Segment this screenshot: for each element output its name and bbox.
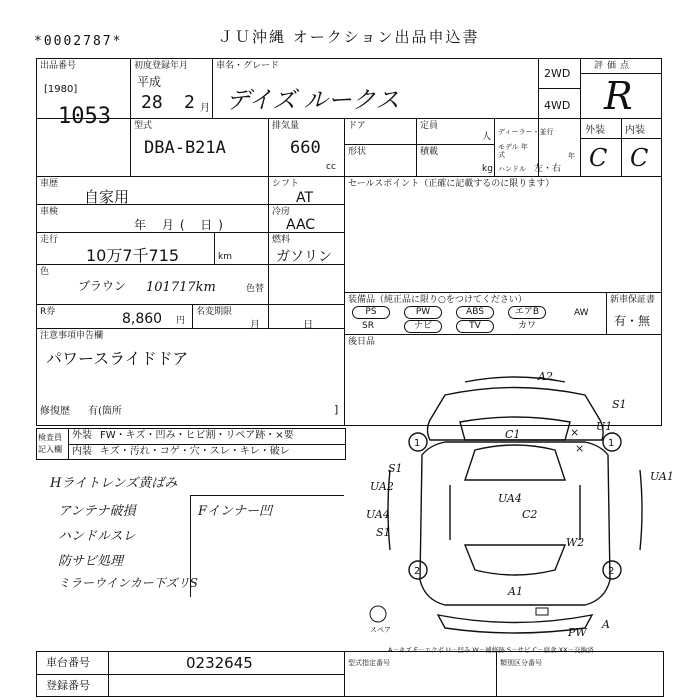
handwritten-note-5: ミラーウインカー下ズリS — [58, 576, 198, 590]
displacement-label: 排気量 — [272, 121, 300, 131]
color-label: 色 — [40, 267, 50, 277]
interior-rating: C — [630, 144, 649, 172]
mark-a2: A2 — [538, 370, 553, 383]
recycle-label: R券 — [40, 307, 56, 317]
mileage-unit: km — [218, 252, 232, 262]
drive-4wd: 4WD — [544, 99, 571, 112]
shape-label: 形状 — [348, 147, 367, 157]
notes-content: パワースライドドア — [46, 349, 189, 368]
exterior-rating-label: 外装 — [585, 125, 605, 136]
registration-month-unit: 月 — [200, 103, 210, 114]
mileage-note: 101717km — [146, 280, 216, 295]
recycle-value: 8,860 — [122, 311, 163, 327]
mark-u1: U1 — [596, 420, 613, 433]
fuel-value: ガソリン — [276, 249, 332, 265]
inspector-exterior-label: 外装 — [72, 430, 92, 441]
model-designation-label: 型式指定番号 — [348, 659, 390, 667]
mark-c2: C2 — [522, 508, 538, 521]
equip-leather: カワ — [518, 321, 537, 331]
equip-ps: PS — [352, 306, 390, 319]
chassis-label: 車台番号 — [46, 656, 90, 669]
capacity-unit: 人 — [482, 132, 492, 142]
exterior-rating: C — [589, 144, 608, 172]
repair-label: 修復歴 — [40, 406, 70, 417]
usage-label: 車歴 — [40, 179, 59, 189]
inspection-value: 年 月( 日) — [134, 218, 229, 232]
interior-rating-label: 内装 — [625, 125, 645, 136]
mark-ua1: UA1 — [650, 470, 674, 483]
mark-c1: C1 — [505, 428, 521, 441]
drive-2wd: 2WD — [544, 67, 571, 80]
sales-points-label: セールスポイント（正確に記載するのに限ります） — [348, 179, 555, 189]
repair-value: 有(箇所 — [88, 406, 122, 417]
fuel-label: 燃料 — [272, 235, 291, 245]
inspection-label: 車検 — [40, 207, 59, 217]
load-label: 積載 — [420, 147, 439, 157]
mark-w2: W2 — [566, 536, 585, 549]
warranty-label: 新車保証書 — [610, 295, 656, 305]
later-items-label: 後日品 — [348, 337, 376, 347]
displacement-value: 660 — [290, 138, 321, 158]
equip-navi: ナビ — [404, 320, 442, 333]
inspector-interior-label: 内装 — [72, 446, 92, 457]
color-change-label: 色替 — [246, 284, 265, 294]
spare-label: スペア — [370, 626, 391, 634]
svg-text:2: 2 — [414, 566, 421, 577]
model-year-unit: 年 — [568, 152, 575, 160]
registration-year: 28 — [141, 92, 163, 113]
handwritten-note-1: Hライトレンズ黄ばみ — [50, 476, 178, 491]
car-damage-diagram — [350, 360, 680, 640]
inspector-label: 検査員 記入欄 — [38, 433, 62, 454]
damage-legend: A－キズ E－エクボ U－凹み W－補修跡 S－サビ C－腐食 XX－交換済 — [388, 646, 594, 654]
mark-a1: A1 — [508, 585, 523, 598]
mark-ua4-left: UA4 — [366, 508, 390, 521]
model-value: DBA-B21A — [144, 138, 226, 158]
registration-number-label: 登録番号 — [46, 679, 90, 692]
rating-label: 評価点 — [594, 61, 634, 71]
handle-value: 左・右 — [534, 164, 562, 174]
svg-text:2: 2 — [608, 566, 615, 577]
name-change-value: 月 日 — [250, 320, 334, 331]
vehicle-name-label: 車名・グレード — [216, 61, 280, 71]
vehicle-name: デイズ ルークス — [226, 86, 400, 114]
equipment-label: 装備品（純正品に限り○をつけてください） — [348, 295, 527, 305]
equip-sr: SR — [362, 321, 374, 331]
warranty-value: 有・無 — [614, 314, 651, 328]
lot-code: [1980] — [44, 84, 78, 95]
load-unit: kg — [482, 164, 493, 174]
name-change-label: 名変期限 — [196, 307, 233, 317]
svg-text:1: 1 — [414, 438, 421, 449]
chassis-value: 0232645 — [186, 654, 253, 672]
inspector-interior-items: キズ・汚れ・コゲ・穴・スレ・キレ・破レ — [100, 446, 290, 457]
mark-a: A — [602, 618, 610, 631]
shift-label: シフト — [272, 179, 300, 189]
mark-s1-left: S1 — [388, 462, 403, 475]
dealer-label: ディーラー・並行 — [498, 128, 554, 136]
model-label: 型式 — [134, 121, 153, 131]
equip-airbag: エアB — [508, 306, 546, 319]
rating-value: R — [604, 74, 633, 118]
document-serial: *0002787* — [34, 34, 123, 49]
capacity-label: 定員 — [420, 121, 439, 131]
equip-tv: TV — [456, 320, 494, 333]
handwritten-note-4: 防サビ処理 — [58, 554, 124, 569]
inspector-exterior-items: FW・キズ・凹み・ヒビ割・リペア跡・×要 — [100, 430, 294, 441]
equip-pw: PW — [404, 306, 442, 319]
mark-pw: PW — [568, 626, 587, 639]
handwritten-note-3: ハンドルスレ — [58, 529, 136, 544]
document-title: ＪＵ沖縄 オークション出品申込書 — [218, 28, 480, 46]
mileage-label: 走行 — [40, 235, 59, 245]
classification-label: 類別区分番号 — [500, 659, 542, 667]
door-label: ドア — [348, 121, 366, 131]
repair-bracket: ] — [334, 403, 339, 416]
mark-s1-top: S1 — [612, 398, 627, 411]
mark-x-2: × — [575, 442, 585, 455]
lot-number: 1053 — [58, 104, 111, 129]
ac-value: AAC — [286, 217, 316, 233]
mark-x: × — [570, 426, 580, 439]
lot-label: 出品番号 — [40, 61, 77, 71]
handwritten-note-2: アンテナ破損 — [58, 504, 136, 519]
mark-s1-low: S1 — [376, 526, 391, 539]
svg-text:1: 1 — [608, 438, 615, 449]
registration-label: 初度登録年月 — [134, 61, 189, 71]
notes-label: 注意事項申告欄 — [40, 331, 104, 341]
mileage-value: 10万7千715 — [86, 246, 180, 265]
shift-value: AT — [296, 190, 314, 206]
model-year-label: モデル 年式 — [498, 143, 528, 159]
mark-ua2: UA2 — [370, 480, 394, 493]
ac-label: 冷房 — [272, 207, 291, 217]
equip-abs: ABS — [456, 306, 494, 319]
handle-label: ハンドル — [498, 165, 526, 173]
recycle-unit: 円 — [176, 316, 186, 326]
displacement-unit: cc — [326, 162, 336, 172]
color-value: ブラウン — [78, 279, 127, 293]
mark-ua4: UA4 — [498, 492, 522, 505]
registration-month: 2 — [184, 92, 195, 113]
handwritten-note-right: Fインナー凹 — [198, 504, 273, 519]
usage-value: 自家用 — [84, 188, 130, 206]
equip-aw: AW — [574, 308, 589, 318]
registration-era: 平成 — [137, 75, 162, 89]
